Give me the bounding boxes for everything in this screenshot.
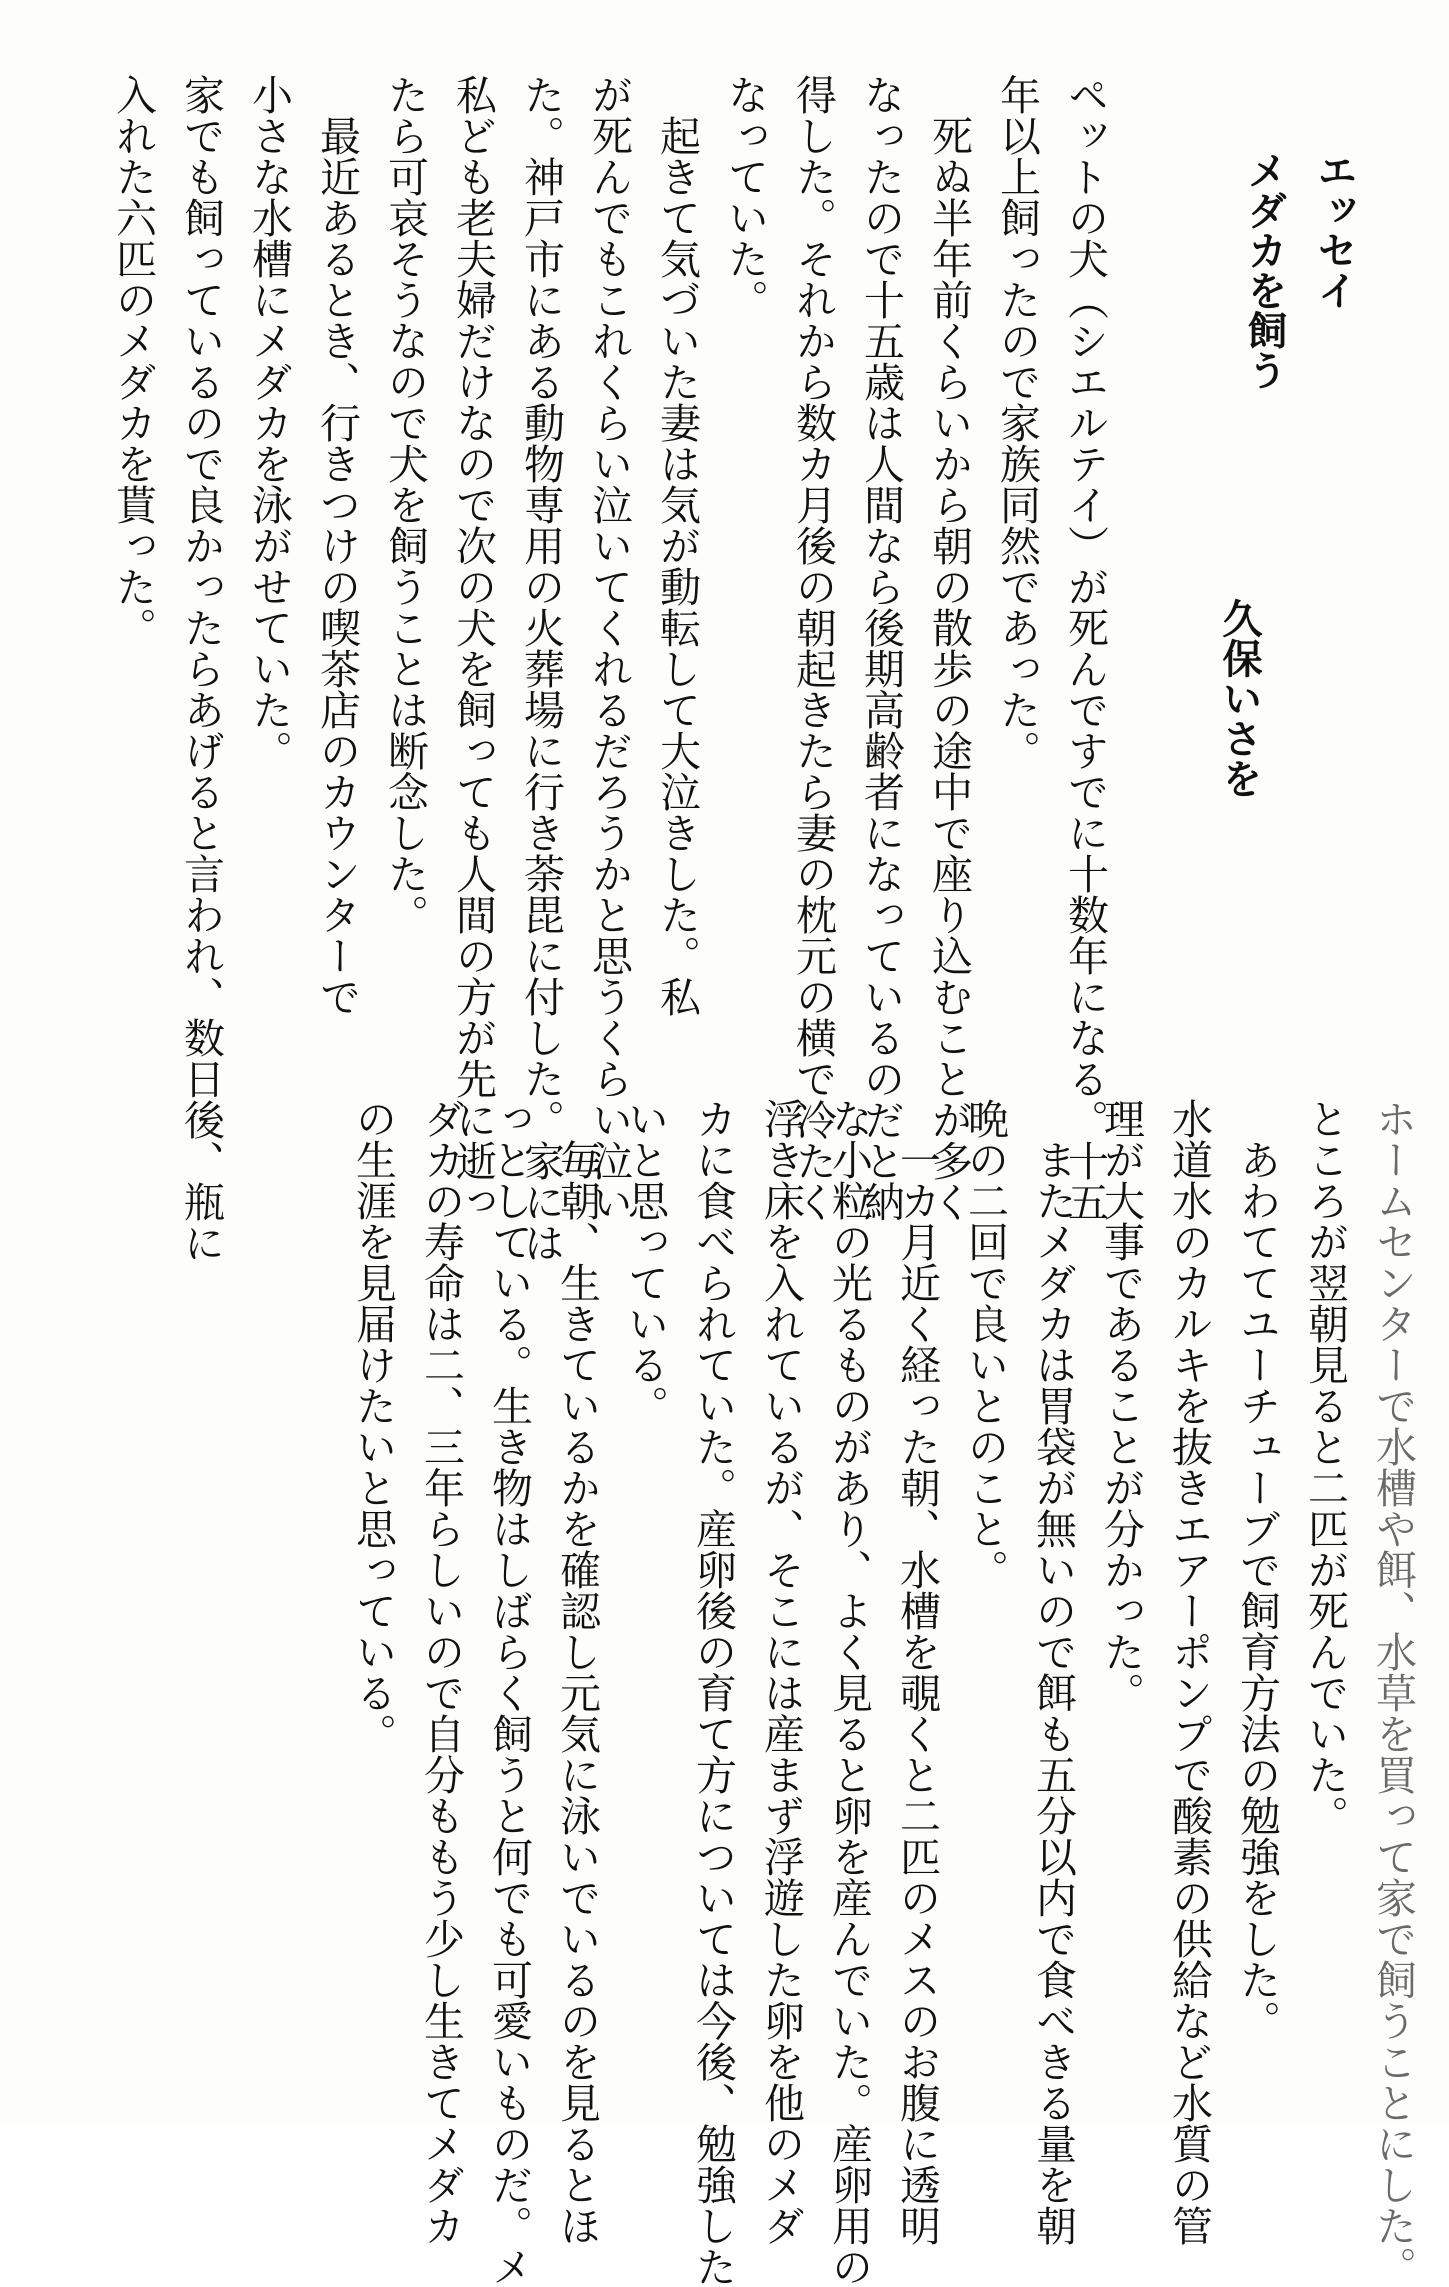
text-column: 最近あるとき、行きつけの喫茶店のカウンターで [313, 74, 361, 1017]
lower-text-block [339, 1098, 1427, 2287]
text-column: ところが翌朝見ると二匹が死んでいた。 [1301, 1098, 1349, 1836]
text-column: 毎朝、生きているかを確認し元気に泳いでいるのを見るとほ [553, 1098, 601, 2246]
text-column: の生涯を見届けたいと思っている。 [349, 1098, 397, 1754]
text-column: 一カ月近く経った朝、水槽を覗くと二匹のメスのお腹に透明 [893, 1098, 941, 2246]
text-column: なったので十五歳は人間なら後期高齢者になっているのだと納 [857, 74, 905, 1222]
text-column: 水道水のカルキを抜きエアーポンプで酸素の供給など水質の管 [1165, 1098, 1213, 2246]
text-column: 理が大事であることが分かった。 [1097, 1098, 1145, 1713]
text-column: ダカの寿命は二、三年らしいので自分ももう少し生きてメダカ [417, 1098, 465, 2246]
text-column: たら可哀そうなので犬を飼うことは断念した。 [381, 74, 429, 935]
text-column: が死んでもこれくらい泣いてくれるだろうかと思うくらい泣い [585, 74, 633, 1222]
text-column: またメダカは胃袋が無いので餌も五分以内で食べきる量を朝 [1029, 1098, 1077, 2246]
text-column: 死ぬ半年前くらいから朝の散歩の途中で座り込むことが多く [925, 74, 973, 1222]
essay-label: エッセイ [1311, 150, 1357, 310]
text-column: 入れた六匹のメダカを貰った。 [109, 74, 157, 648]
essay-title: メダカを飼う [1241, 150, 1287, 390]
text-column: 小さな水槽にメダカを泳がせていた。 [245, 74, 293, 771]
text-column: 得した。それから数カ月後の朝起きたら妻の枕元の横で冷たく [789, 74, 837, 1222]
text-column: あわててユーチューブで飼育方法の勉強をした。 [1233, 1098, 1281, 2041]
text-column: なっていた。 [721, 74, 769, 320]
text-column: 晩の二回で良いとのこと。 [961, 1098, 1009, 1590]
text-column: 私ども老夫婦だけなので次の犬を飼っても人間の方が先に逝っ [449, 74, 497, 1222]
text-column: 起きて気づいた妻は気が動転して大泣きした。私 [653, 74, 701, 1017]
text-column: た。神戸市にある動物専用の火葬場に行き荼毘に付した。家には [517, 74, 565, 1263]
text-column: ペットの犬（シエルテイ）が死んですでに十数年になる。十五 [1061, 74, 1109, 1222]
author-name: 久保いさを [1216, 598, 1262, 798]
text-column: な小粒の光るものがあり、よく見ると卵を産んでいた。産卵用の [825, 1098, 873, 2287]
text-column: カに食べられていた。産卵後の育て方については今後、勉強した [689, 1098, 737, 2287]
text-column: ホームセンターで水槽や餌、水草を買って家で飼うことにした。 [1369, 1098, 1417, 2287]
text-column: っとしている。生き物はしばらく飼うと何でも可愛いものだ。メ [485, 1098, 533, 2287]
text-column: 家でも飼っているので良かったらあげると言われ、数日後、瓶に [177, 74, 225, 1263]
text-column: 年以上飼ったので家族同然であった。 [993, 74, 1041, 771]
text-column: 浮き床を入れているが、そこには産まず浮遊した卵を他のメダ [757, 1098, 805, 2246]
text-column: いと思っている。 [621, 1098, 669, 1426]
